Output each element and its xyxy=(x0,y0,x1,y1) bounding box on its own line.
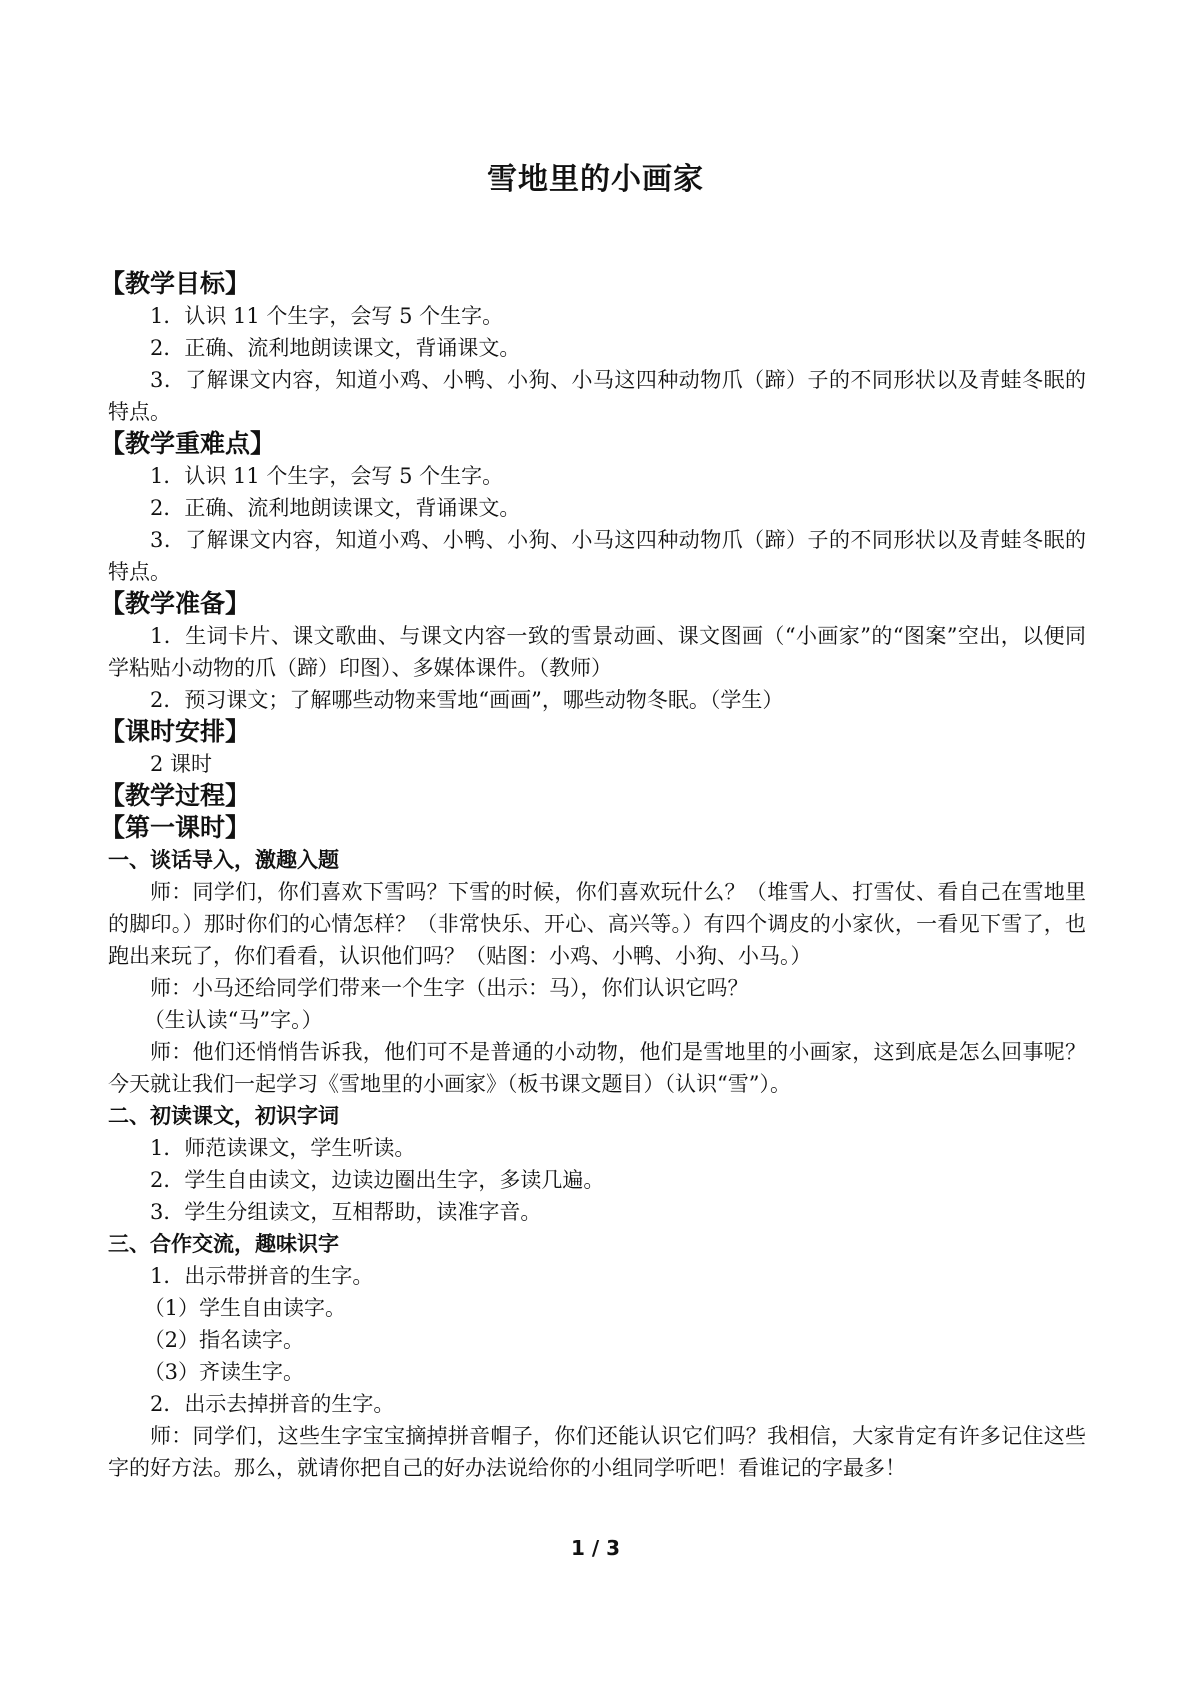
paragraph: 2．正确、流利地朗读课文，背诵课文。 xyxy=(150,336,521,360)
section-heading: 【课时安排】 xyxy=(100,717,251,746)
paragraph: 1．出示带拼音的生字。 xyxy=(150,1264,374,1288)
paragraph: 1．认识 11 个生字，会写 5 个生字。 xyxy=(150,464,504,488)
paragraph: 3．了解课文内容，知道小鸡、小鸭、小狗、小马这四种动物爪（蹄）子的不同形状以及青蛙冬眠的特点。 xyxy=(108,528,1086,584)
subsection-heading: 一、谈话导入，激趣入题 xyxy=(108,848,339,872)
paragraph: 师：同学们，这些生字宝宝摘掉拼音帽子，你们还能认识它们吗？我相信，大家肯定有许多记住这些字的好方法。那么，就请你把自己的好办法说给你的小组同学听吧！看谁记的字最多！ xyxy=(108,1424,1086,1480)
paragraph: （3）齐读生字。 xyxy=(143,1360,305,1384)
section-heading: 【第一课时】 xyxy=(100,813,251,842)
page-title: 雪地里的小画家 xyxy=(487,162,704,197)
paragraph: 2 课时 xyxy=(150,752,213,776)
paragraph: 师：小马还给同学们带来一个生字（出示：马），你们认识它吗？ xyxy=(150,976,749,1000)
subsection-heading: 二、初读课文，初识字词 xyxy=(108,1104,339,1128)
paragraph: 1．生词卡片、课文歌曲、与课文内容一致的雪景动画、课文图画（“小画家”的“图案”空出，以便同学粘贴小动物的爪（蹄）印图）、多媒体课件。（教师） xyxy=(108,624,1086,680)
paragraph: 3．学生分组读文，互相帮助，读准字音。 xyxy=(150,1200,542,1224)
section-heading: 【教学重难点】 xyxy=(100,429,276,458)
paragraph: （2）指名读字。 xyxy=(143,1328,305,1352)
paragraph: （1）学生自由读字。 xyxy=(143,1296,347,1320)
paragraph: 2．正确、流利地朗读课文，背诵课文。 xyxy=(150,496,521,520)
document-body xyxy=(100,268,1086,1484)
paragraph: 2．学生自由读文，边读边圈出生字，多读几遍。 xyxy=(150,1168,605,1192)
page-number: 1 / 3 xyxy=(570,1536,621,1560)
paragraph: 师：同学们，你们喜欢下雪吗？下雪的时候，你们喜欢玩什么？（堆雪人、打雪仗、看自己在雪地里的脚印。）那时你们的心情怎样？（非常快乐、开心、高兴等。）有四个调皮的小家伙，一看见下雪了，也跑出来玩了，你们看看，认识他们吗？（贴图：小鸡、小鸭、小狗、小马。） xyxy=(108,880,1086,968)
paragraph: 1．师范读课文，学生听读。 xyxy=(150,1136,416,1160)
section-heading: 【教学目标】 xyxy=(100,269,251,298)
paragraph: 3．了解课文内容，知道小鸡、小鸭、小狗、小马这四种动物爪（蹄）子的不同形状以及青蛙冬眠的特点。 xyxy=(108,368,1086,424)
section-heading: 【教学准备】 xyxy=(100,589,251,618)
paragraph: 2．出示去掉拼音的生字。 xyxy=(150,1392,395,1416)
subsection-heading: 三、合作交流，趣味识字 xyxy=(108,1232,339,1256)
paragraph: 师：他们还悄悄告诉我，他们可不是普通的小动物，他们是雪地里的小画家，这到底是怎么回事呢？今天就让我们一起学习《雪地里的小画家》（板书课文题目）（认识“雪”）。 xyxy=(108,1040,1086,1096)
paragraph: 1．认识 11 个生字，会写 5 个生字。 xyxy=(150,304,504,328)
paragraph: 2．预习课文；了解哪些动物来雪地“画画”，哪些动物冬眠。（学生） xyxy=(150,688,784,712)
paragraph: （生认读“马”字。） xyxy=(143,1008,323,1032)
section-heading: 【教学过程】 xyxy=(100,781,251,810)
